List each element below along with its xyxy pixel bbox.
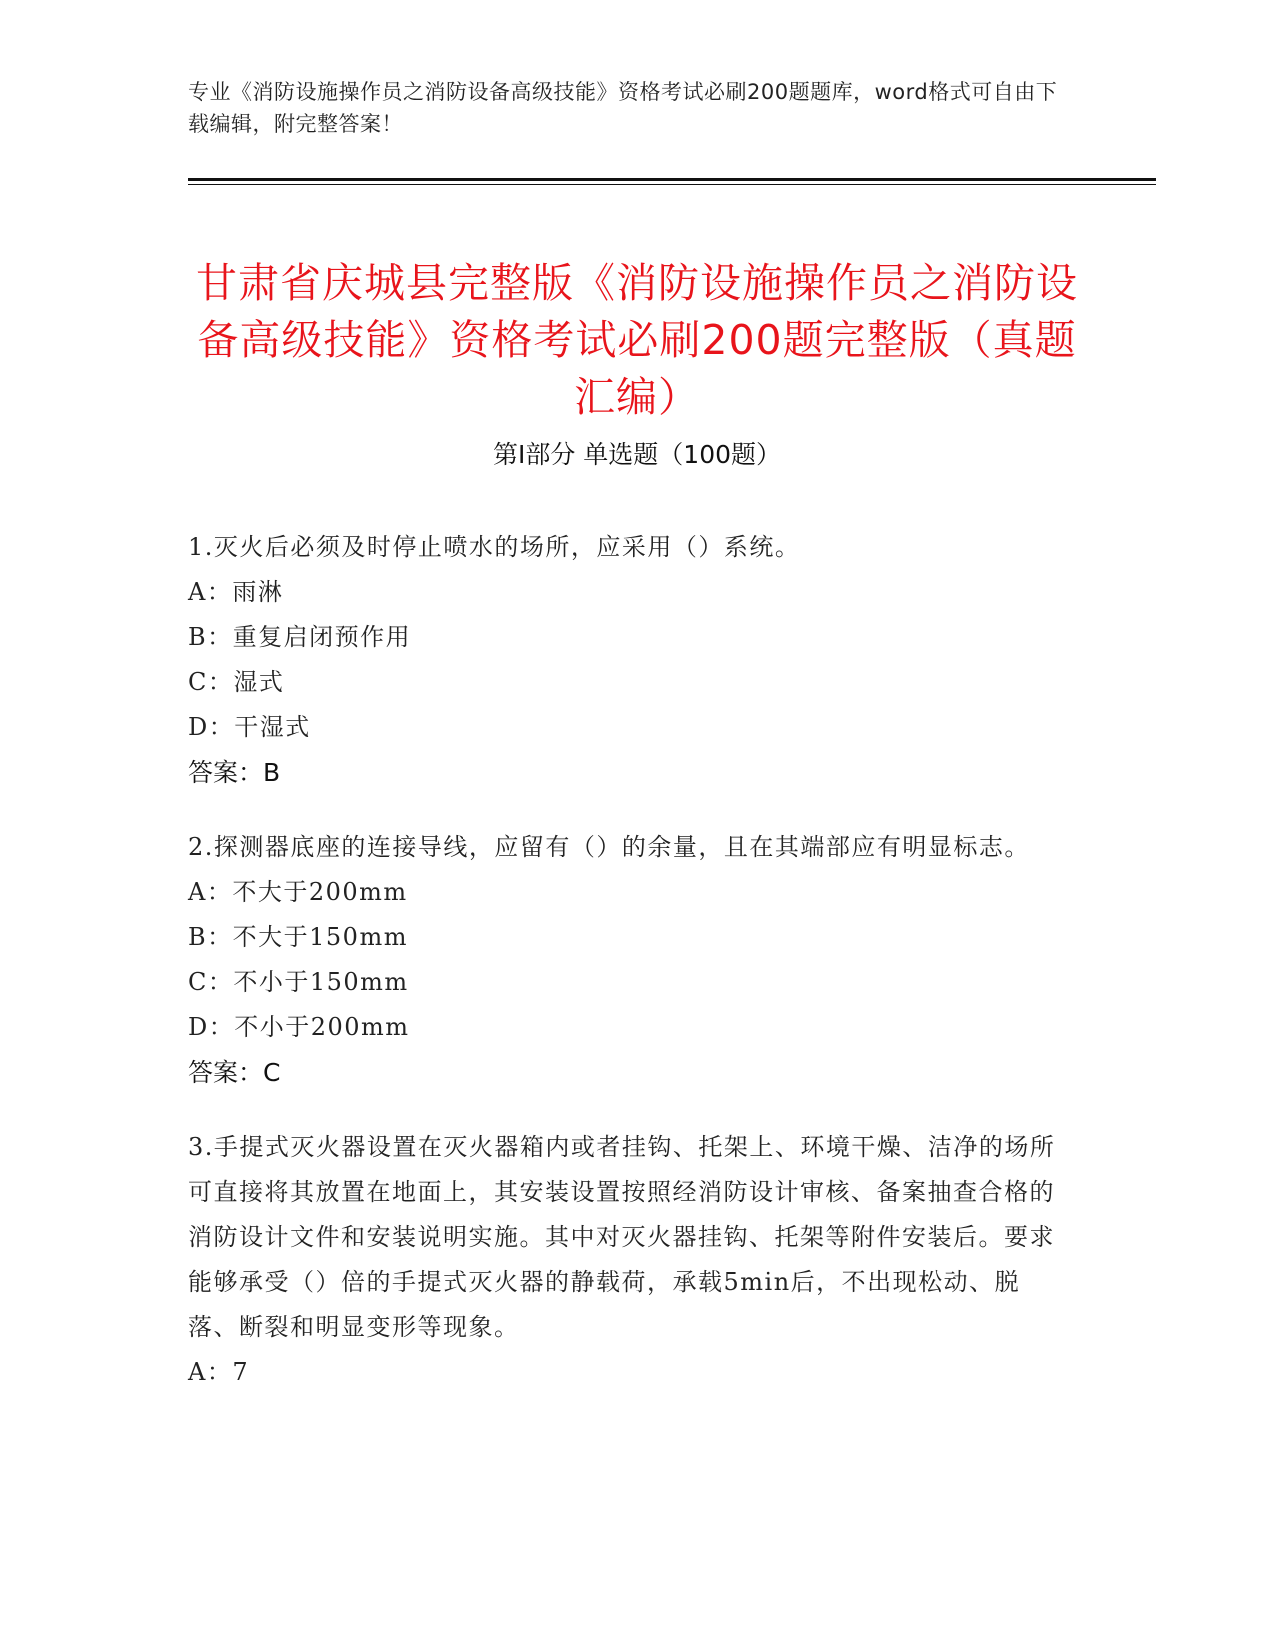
answer-line: 答案：B [188,758,281,787]
question-stem: 3.手提式灭火器设置在灭火器箱内或者挂钩、托架上、环境干燥、洁净的场所可直接将其放置在地面上，其安装设置按照经消防设计审核、备案抽查合格的消防设计文件和安装说明实施。其中对灭火器挂钩、托架等附件安装后。要求能够承受（）倍的手提式灭火器的静载荷，承载5min后，不出现松动、脱落、断裂和明显变形等现象。 [188,1133,1056,1341]
question-list [188,525,1068,1425]
option-b: B：不大于150mm [188,923,408,951]
header-divider-thick [188,178,1156,181]
option-d: D：不小于200mm [188,1013,410,1041]
answer-line: 答案：C [188,1058,281,1087]
option-c: C：湿式 [188,668,285,696]
question-1 [188,525,1068,795]
option-a: A：不大于200mm [188,878,408,906]
option-d: D：干湿式 [188,713,311,741]
section-title: 第Ⅰ部分 单选题（100题） [492,440,782,469]
option-a: A：雨淋 [188,578,284,606]
question-stem: 2.探测器底座的连接导线，应留有（）的余量，且在其端部应有明显标志。 [188,833,1030,861]
question-3 [188,1125,1068,1395]
question-2 [188,825,1068,1095]
option-b: B：重复启闭预作用 [188,623,412,651]
document-title: 甘肃省庆城县完整版《消防设施操作员之消防设备高级技能》资格考试必刷200题完整版（真题汇编） [196,259,1078,422]
header-note: 专业《消防设施操作员之消防设备高级技能》资格考试必刷200题题库，word格式可自由下载编辑，附完整答案！ [188,80,1058,136]
question-stem: 1.灭火后必须及时停止喷水的场所，应采用（）系统。 [188,533,801,561]
option-c: C：不小于150mm [188,968,409,996]
option-a: A：7 [188,1358,250,1386]
header-divider-thin [188,184,1156,185]
